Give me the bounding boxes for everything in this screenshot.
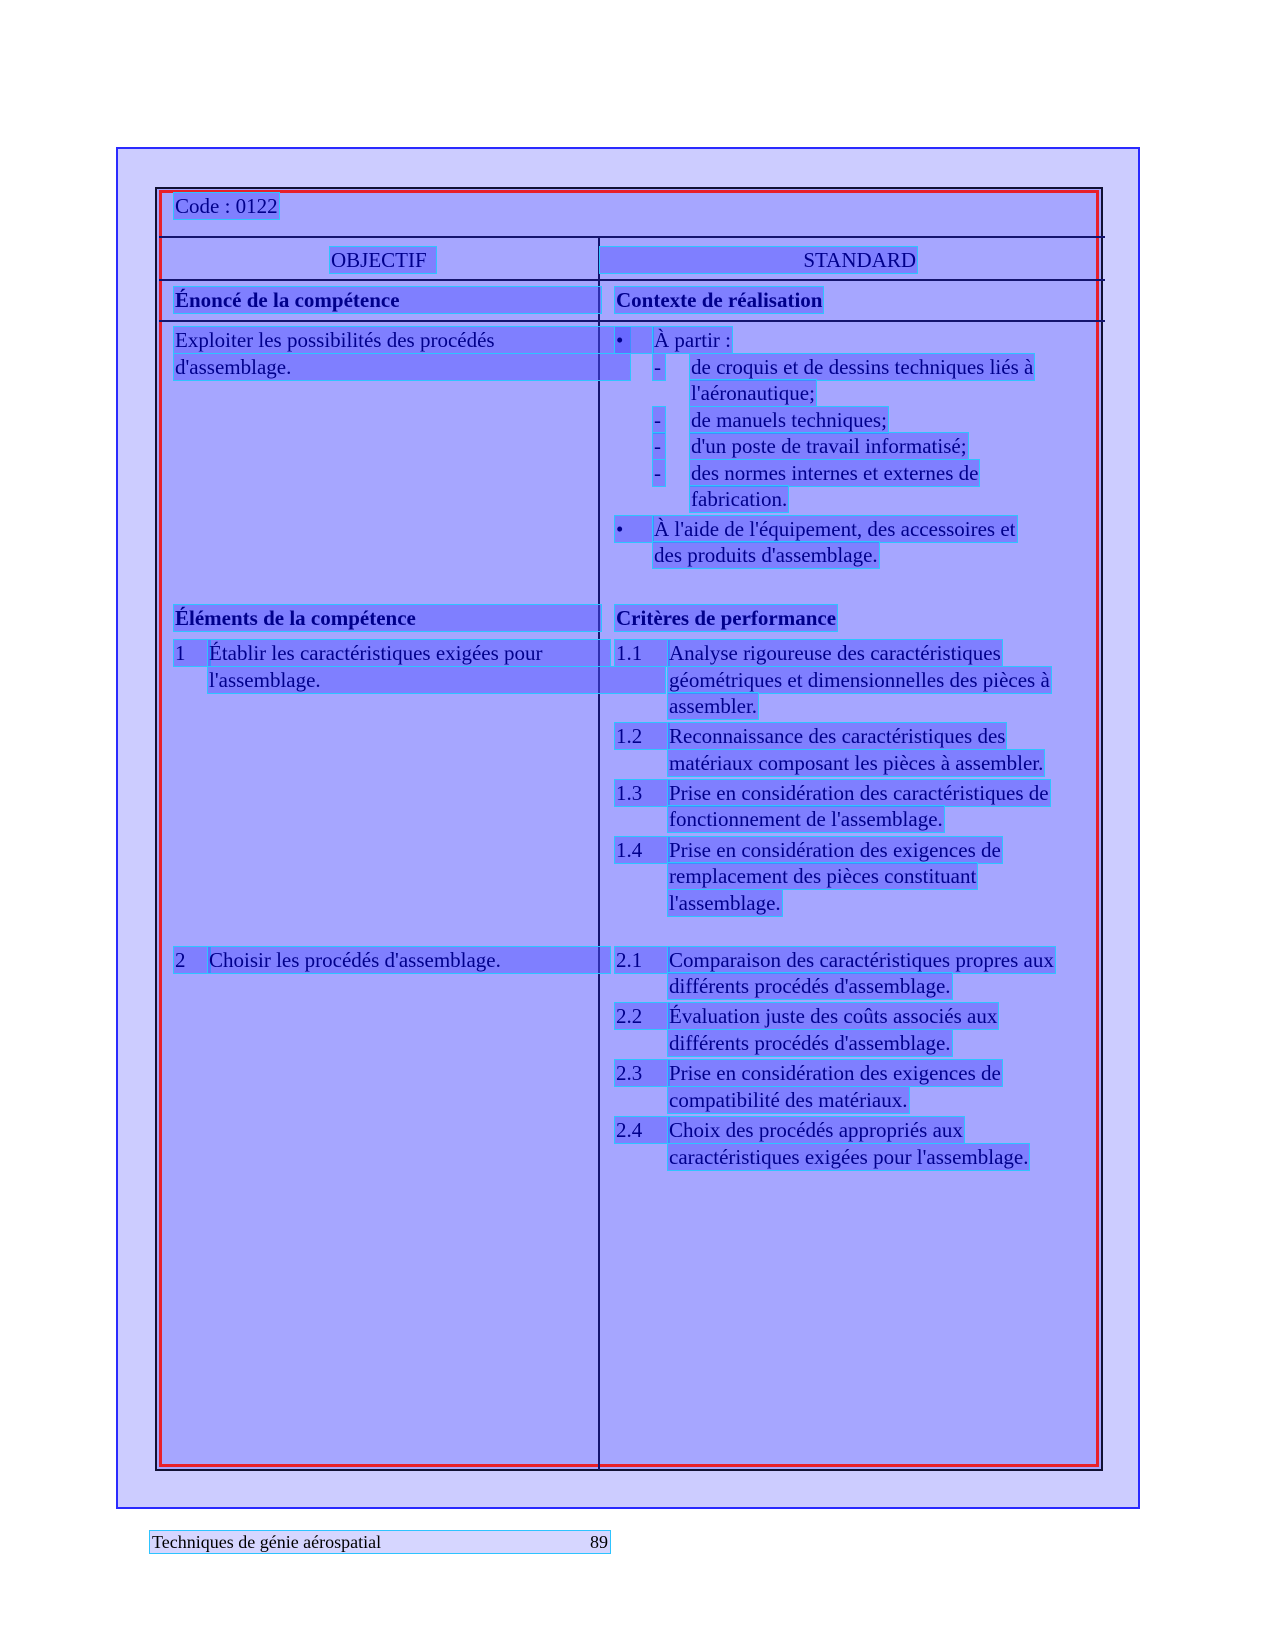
element-number: 2 [174,947,210,973]
rule-under-code [159,236,1105,238]
contexte-bullet-1: À partir : [654,328,731,352]
elements-title: Éléments de la compétence [174,605,601,631]
column-divider [598,237,600,1470]
critere-1-1-line-3: assembler. [669,694,758,718]
critere-1-1-line-2: géométriques et dimensionnelles des pièces à [669,668,1050,692]
rule-under-headers [159,279,1105,281]
code-line: Code : 0122 [175,194,278,218]
critere-2-2-line-2: différents procédés d'assemblage. [669,1031,951,1055]
contexte-sub-1-line-1: de croquis et de dessins techniques liés à [691,355,1034,379]
element-number: 1 [174,640,210,666]
critere-1-2-line-1: Reconnaissance des caractéristiques des [669,724,1006,748]
critere-1-1-line-1: Analyse rigoureuse des caractéristiques [669,641,1001,665]
critere-2-4-line-2: caractéristiques exigées pour l'assemblage. [669,1145,1029,1169]
page-footer [150,1531,610,1553]
contexte-sub-2: de manuels techniques; [691,408,887,432]
element-2-line-1: Choisir les procédés d'assemblage. [208,947,610,973]
critere-1-3-line-2: fonctionnement de l'assemblage. [669,807,943,831]
critere-number: 2.3 [615,1060,669,1086]
critere-number: 1.3 [615,780,669,806]
contexte-sub-3: d'un poste de travail informatisé; [691,434,967,458]
dash-icon: - [653,407,665,433]
contexte-bullet-2-line-1: À l'aide de l'équipement, des accessoires et [654,517,1016,541]
critere-1-3-line-1: Prise en considération des caractéristiques de [669,781,1049,805]
header-standard: STANDARD [600,247,917,273]
enonce-line-2: d'assemblage. [174,354,630,380]
critere-2-4-line-1: Choix des procédés appropriés aux [669,1118,963,1142]
contexte-title: Contexte de réalisation [616,288,823,312]
element-1-line-1: Établir les caractéristiques exigées pour [208,640,610,666]
critere-number: 2.2 [615,1003,669,1029]
critere-1-4-line-1: Prise en considération des exigences de [669,838,1001,862]
footer-title: Techniques de génie aérospatial [152,1532,382,1552]
contexte-bullet-2-line-2: des produits d'assemblage. [654,543,878,567]
rule-under-sections [159,320,1105,322]
critere-2-1-line-2: différents procédés d'assemblage. [669,974,951,998]
critere-number: 1.2 [615,723,669,749]
contexte-sub-4-line-2: fabrication. [691,487,788,511]
critere-number: 1.4 [615,837,669,863]
table-frame [159,190,1099,1467]
critere-1-4-line-2: remplacement des pièces constituant [669,864,977,888]
header-objectif: OBJECTIF [330,247,436,273]
page-number: 89 [590,1532,608,1552]
contexte-sub-4-line-1: des normes internes et externes de [691,461,979,485]
enonce-title: Énoncé de la compétence [174,287,601,313]
element-1-line-2: l'assemblage. [208,667,665,693]
critere-2-1-line-1: Comparaison des caractéristiques propres aux [669,948,1054,972]
critere-1-2-line-2: matériaux composant les pièces à assembler. [669,751,1044,775]
critere-2-2-line-1: Évaluation juste des coûts associés aux [669,1004,998,1028]
critere-number: 2.4 [615,1117,669,1143]
dash-icon: - [653,354,665,380]
contexte-sub-1-line-2: l'aéronautique; [691,381,815,405]
critere-2-3-line-1: Prise en considération des exigences de [669,1061,1001,1085]
dash-icon: - [653,460,665,486]
dash-icon: - [653,433,665,459]
critere-2-3-line-2: compatibilité des matériaux. [669,1088,908,1112]
critere-1-4-line-3: l'assemblage. [669,891,781,915]
enonce-line-1: Exploiter les possibilités des procédés [174,327,630,353]
bullet-icon: • [615,516,653,542]
bullet-icon: • [615,327,653,353]
critere-number: 1.1 [615,640,669,666]
critere-number: 2.1 [615,947,669,973]
criteres-title: Critères de performance [616,606,837,630]
